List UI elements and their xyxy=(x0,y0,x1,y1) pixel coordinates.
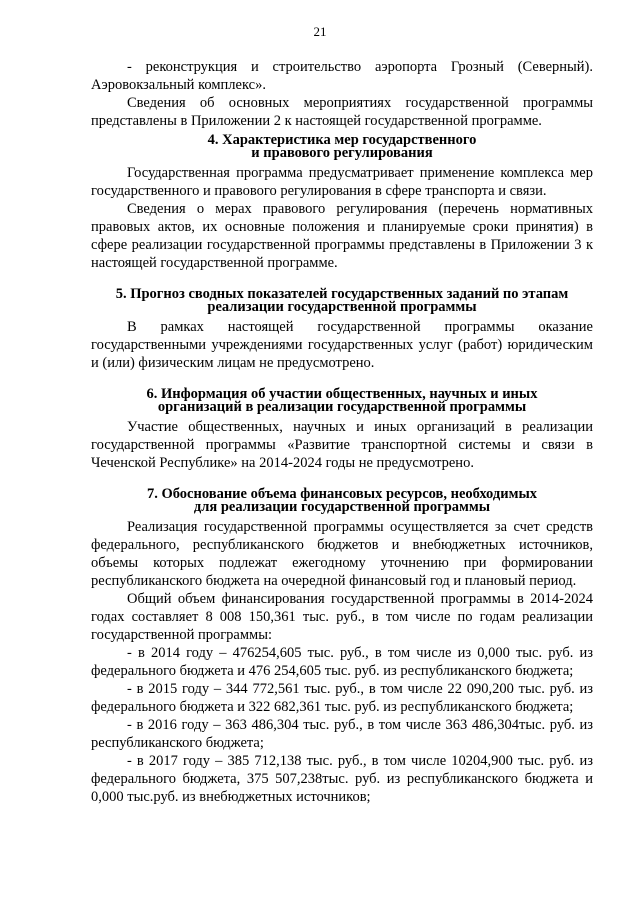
heading-line: реализации государственной программы xyxy=(207,299,477,315)
section-7-heading xyxy=(91,488,593,514)
heading-line: и правового регулирования xyxy=(251,145,433,161)
heading-line: 4. Характеристика мер государственного xyxy=(207,132,477,148)
paragraph: Реализация государственной программы осуществляется за счет средств федерального, республиканского бюджетов и внебюджетных источников, объемы которых подлежат ежегодному уточнению при формировании республиканского бюджета на очередной финансовый год и плановый период. xyxy=(91,519,593,589)
paragraph: Сведения об основных мероприятиях государственной программы представлены в Приложении 2 к настоящей государственной программе. xyxy=(91,95,593,129)
paragraph: - реконструкция и строительство аэропорта Грозный (Северный). Аэровокзальный комплекс». xyxy=(91,59,593,93)
list-item: - в 2015 году – 344 772,561 тыс. руб., в том числе 22 090,200 тыс. руб. из федерального бюджета и 322 682,361 тыс. руб. из республиканского бюджета; xyxy=(91,681,593,715)
section-6-heading xyxy=(91,388,593,414)
heading-line: 5. Прогноз сводных показателей государственных заданий по этапам xyxy=(115,286,569,302)
list-item: - в 2016 году – 363 486,304 тыс. руб., в том числе 363 486,304тыс. руб. из республиканского бюджета; xyxy=(91,717,593,751)
page-number: 21 xyxy=(313,24,327,39)
paragraph: Государственная программа предусматривает применение комплекса мер государственного и правового регулирования в сфере транспорта и связи. xyxy=(91,165,593,199)
paragraph: Сведения о мерах правового регулирования (перечень нормативных правовых актов, их основные положения и планируемые сроки принятия) в сфере реализации государственной программы представлены в Приложении 3 к настоящей государственной программе. xyxy=(91,201,593,271)
list-item: - в 2017 году – 385 712,138 тыс. руб., в том числе 10204,900 тыс. руб. из федерального бюджета, 375 507,238тыс. руб. из республиканского бюджета и 0,000 тыс.руб. из внебюджетных источников; xyxy=(91,753,593,805)
paragraph: В рамках настоящей государственной программы оказание государственными учреждениями государственных услуг (работ) юридическим и (или) физическим лицам не предусмотрено. xyxy=(91,319,593,371)
section-4-heading xyxy=(91,134,593,160)
heading-line: 7. Обоснование объема финансовых ресурсов, необходимых xyxy=(146,486,538,502)
section-5-heading xyxy=(91,288,593,314)
paragraph: Общий объем финансирования государственной программы в 2014-2024 годах составляет 8 008 150,361 тыс. руб., в том числе по годам реализации государственной программы: xyxy=(91,591,593,643)
list-item: - в 2014 году – 476254,605 тыс. руб., в том числе из 0,000 тыс. руб. из федерального бюджета и 476 254,605 тыс. руб. из республиканского бюджета; xyxy=(91,645,593,679)
heading-line: для реализации государственной программы xyxy=(193,499,491,515)
heading-line: организаций в реализации государственной программы xyxy=(157,399,527,415)
paragraph: Участие общественных, научных и иных организаций в реализации государственной программы «Развитие транспортной системы и связи в Чеченской Республике» на 2014-2024 годы не предусмотрено. xyxy=(91,419,593,471)
heading-line: 6. Информация об участии общественных, научных и иных xyxy=(146,386,538,402)
document-body xyxy=(91,58,593,806)
